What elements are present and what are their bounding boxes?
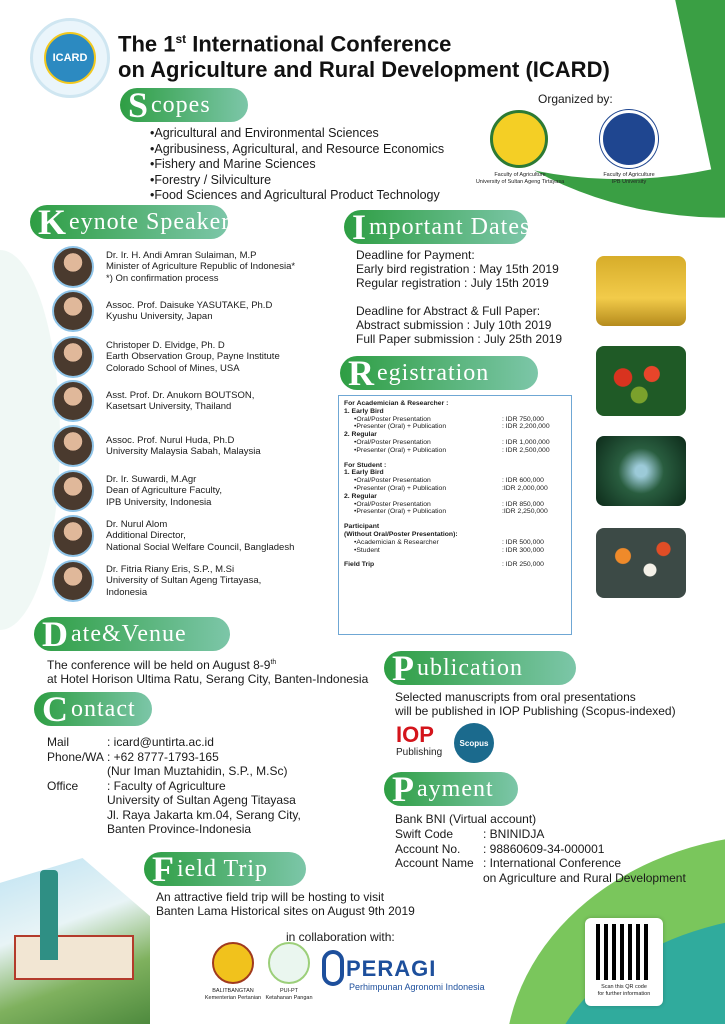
speaker-item (52, 336, 280, 378)
registration-table (338, 395, 572, 635)
forest-canopy-photo (596, 436, 686, 506)
mail-label: Mail (47, 735, 70, 749)
publication-text: Selected manuscripts from oral presentations will be published in IOP Publishing (Scopus-indexed) (395, 690, 676, 718)
mail-value[interactable]: : icard@untirta.ac.id (107, 735, 214, 749)
reg-early-bird: 1. Early Bird (344, 407, 384, 415)
pui-pt-logo (268, 942, 310, 984)
untirta-seal-logo (490, 110, 548, 168)
publication-rest: ublication (417, 654, 523, 681)
reg-price: : IDR 750,000 (502, 415, 544, 423)
speaker-avatar (52, 380, 94, 422)
scopes-initial: S (128, 85, 150, 125)
speaker-text: Dr. Fitria Riany Eris, S.P., M.Si University of Sultan Ageng Tirtayasa, Indonesia (106, 563, 262, 598)
organized-by-label: Organized by: (538, 92, 613, 106)
peragi-icon (322, 950, 344, 986)
reg-price: : IDR 2,500,000 (502, 446, 550, 454)
account-label: Account No. (395, 841, 461, 856)
important-dates-heading (344, 207, 531, 247)
reg-row (344, 439, 566, 447)
balitbangtan-caption: BALITBANGTAN Kementerian Pertanian (204, 988, 262, 1001)
office-value: : Faculty of Agriculture University of Sultan Ageng Titayasa Jl. Raya Jakarta km.04, Serang City, Banten Province-Indonesia (107, 778, 301, 836)
speaker-text: Asst. Prof. Dr. Anukorn BOUTSON, Kasetsart University, Thailand (106, 389, 255, 412)
registration-rest: egistration (377, 359, 490, 386)
field-trip-heading (144, 849, 306, 889)
scopes-heading (120, 85, 248, 125)
reg-item: • Student (344, 547, 380, 555)
reg-regular: 2. Regular (344, 431, 377, 439)
reg-row (344, 477, 566, 485)
phone-label: Phone/WA (47, 749, 104, 764)
speaker-text: Assoc. Prof. Daisuke YASUTAKE, Ph.D Kyushu University, Japan (106, 299, 273, 322)
scope-item: • Agricultural and Environmental Sciences (150, 126, 444, 142)
iop-publishing-label: Publishing (396, 747, 443, 758)
speaker-item (52, 560, 261, 602)
important-dates-initial: I (352, 207, 368, 247)
date-venue-line1: The conference will be held on August 8-9 (47, 658, 271, 672)
account-name-label: Account Name (395, 856, 474, 870)
date-venue-text (47, 656, 368, 686)
reg-price: : IDR 850,000 (502, 500, 544, 508)
publication-initial: P (392, 648, 415, 688)
background-left-shape (0, 250, 60, 630)
organizer2-caption: Faculty of Agriculture IPB University (603, 172, 655, 185)
title-line2: on Agriculture and Rural Development (ICARD) (118, 57, 610, 83)
keynote-heading (30, 202, 241, 242)
rice-field-photo (596, 256, 686, 326)
date-venue-initial: D (42, 614, 69, 654)
account-value: : 98860609-34-000001 (483, 841, 605, 856)
title-line1-post: International Conference (186, 31, 452, 57)
reg-price: :IDR 2,000,000 (502, 484, 548, 492)
reg-row (344, 547, 566, 555)
qr-card[interactable] (585, 918, 663, 1006)
reg-price: :IDR 2,250,000 (502, 508, 548, 516)
reg-item: • Presenter (Oral) + Publication (344, 508, 446, 516)
reg-row (344, 508, 566, 516)
pui-pt-caption: PUI-PT Ketahanan Pangan (265, 988, 313, 1001)
reg-item: • Presenter (Oral) + Publication (344, 447, 446, 455)
registration-heading (340, 353, 538, 393)
reg-price: : IDR 300,000 (502, 546, 544, 554)
reg-item: • Academician & Researcher (344, 539, 439, 547)
account-name-value: : International Conference on Agriculture and Rural Development (483, 856, 686, 885)
reg-participant-title: Participant (Without Oral/Poster Presentation): (344, 523, 458, 538)
scope-item: • Agribusiness, Agricultural, and Resource Economics (150, 142, 444, 158)
phone-value: : +62 8777-1793-165 (Nur Iman Muztahidin, S.P., M.Sc) (107, 749, 288, 778)
speaker-item (52, 290, 272, 332)
swift-value: : BNINIDJA (483, 827, 545, 841)
peragi-logo-text: PERAGI (346, 956, 437, 981)
reg-price: : IDR 250,000 (502, 561, 544, 569)
reg-row (344, 501, 566, 509)
field-trip-text: An attractive field trip will be hosting to visit Banten Lama Historical sites on August 9th 2019 (156, 890, 415, 918)
speaker-item (52, 380, 254, 422)
speaker-avatar (52, 470, 94, 512)
date-venue-heading (34, 614, 230, 654)
scopes-rest: copes (151, 91, 211, 118)
collaboration-label: in collaboration with: (286, 930, 395, 944)
speaker-avatar (52, 425, 94, 467)
contact-initial: C (42, 689, 69, 729)
reg-row (344, 485, 566, 493)
reg-item: • Presenter (Oral) + Publication (344, 485, 446, 493)
koi-fish-photo (596, 528, 686, 598)
tomato-plant-photo (596, 346, 686, 416)
speaker-avatar (52, 336, 94, 378)
building-body (14, 935, 134, 980)
peragi-subtitle: Perhimpunan Agronomi Indonesia (349, 982, 485, 992)
reg-item: • Oral/Poster Presentation (344, 501, 431, 509)
date-venue-sup: th (270, 659, 277, 666)
reg-price: : IDR 500,000 (502, 538, 544, 546)
reg-row (344, 539, 566, 547)
reg-price: : IDR 1,000,000 (502, 438, 550, 446)
registration-initial: R (348, 353, 375, 393)
keynote-rest: eynote Speakers (69, 208, 241, 235)
iop-logo: IOP (396, 722, 434, 747)
speaker-avatar (52, 246, 94, 288)
reg-item: • Oral/Poster Presentation (344, 477, 431, 485)
reg-student-title: For Student : (344, 461, 387, 469)
reg-row (344, 423, 566, 431)
reg-regular: 2. Regular (344, 492, 377, 500)
important-dates-rest: mportant Dates (369, 213, 531, 240)
speaker-text: Christoper D. Elvidge, Ph. D Earth Observation Group, Payne Institute Colorado School of Mines, USA (106, 339, 280, 374)
organizer1-caption: Faculty of Agriculture University of Sultan Ageng Tirtayasa (475, 172, 565, 185)
title-sup: st (175, 32, 187, 46)
building-tower (40, 870, 58, 960)
title-line1-pre: The 1 (118, 31, 176, 57)
speaker-text: Dr. Nurul Alom Additional Director, National Social Welfare Council, Bangladesh (106, 518, 295, 553)
speaker-item (52, 246, 295, 288)
speaker-text: Dr. Ir. H. Andi Amran Sulaiman, M.P Minister of Agriculture Republic of Indonesia* *) On confirmation process (106, 249, 296, 284)
speaker-item (52, 515, 294, 557)
field-trip-rest: ield Trip (177, 855, 269, 882)
field-trip-initial: F (152, 849, 175, 889)
reg-item: • Oral/Poster Presentation (344, 416, 431, 424)
ipb-seal-logo (600, 110, 658, 168)
scopus-logo: Scopus (454, 723, 494, 763)
reg-early-bird: 1. Early Bird (344, 469, 384, 477)
icard-logo (30, 18, 110, 98)
contact-details (47, 735, 347, 837)
date-venue-rest: ate&Venue (71, 620, 187, 647)
payment-details (395, 827, 703, 885)
page-title (118, 26, 610, 83)
payment-initial: P (392, 769, 415, 809)
qr-code-icon[interactable] (596, 924, 652, 980)
speaker-text: Dr. Ir. Suwardi, M.Agr Dean of Agriculture Faculty, IPB University, Indonesia (106, 473, 222, 508)
balitbangtan-logo (212, 942, 254, 984)
reg-row (344, 561, 566, 569)
reg-price: : IDR 600,000 (502, 477, 544, 485)
speaker-text: Assoc. Prof. Nurul Huda, Ph.D University Malaysia Sabah, Malaysia (106, 434, 261, 457)
icard-logo-text: ICARD (44, 32, 96, 84)
speaker-avatar (52, 560, 94, 602)
reg-item: • Oral/Poster Presentation (344, 439, 431, 447)
contact-heading (34, 689, 152, 729)
reg-price: : IDR 2,200,000 (502, 423, 550, 431)
payment-heading (384, 769, 518, 809)
publication-heading (384, 648, 576, 688)
payment-rest: ayment (417, 775, 494, 802)
payment-bank: Bank BNI (Virtual account) (395, 812, 537, 826)
scope-item: • Forestry / Silviculture (150, 173, 444, 189)
date-venue-line2: at Hotel Horison Ultima Ratu, Serang City, Banten-Indonesia (47, 672, 369, 686)
qr-caption: Scan this QR code for further information (597, 984, 651, 997)
office-label: Office (47, 778, 79, 793)
reg-row (344, 416, 566, 424)
swift-label: Swift Code (395, 827, 454, 841)
scope-item: • Fishery and Marine Sciences (150, 157, 444, 173)
important-dates-text: Deadline for Payment: Early bird registration : May 15th 2019 Regular registration : July 15th 2019 Deadline for Abstract & Full Paper: Abstract submission : July 10th 2019 Full Paper submission : July 25th 2019 (356, 248, 563, 346)
speaker-avatar (52, 290, 94, 332)
contact-rest: ontact (71, 695, 136, 722)
speaker-avatar (52, 515, 94, 557)
scopes-list (150, 126, 444, 204)
reg-item: • Presenter (Oral) + Publication (344, 423, 446, 431)
speaker-item (52, 470, 222, 512)
reg-field-trip: Field Trip (344, 561, 375, 569)
reg-academician-title: For Academician & Researcher : (344, 400, 449, 407)
scope-item: • Food Sciences and Agricultural Product Technology (150, 188, 444, 204)
reg-row (344, 447, 566, 455)
keynote-initial: K (38, 202, 68, 242)
speaker-item (52, 425, 261, 467)
